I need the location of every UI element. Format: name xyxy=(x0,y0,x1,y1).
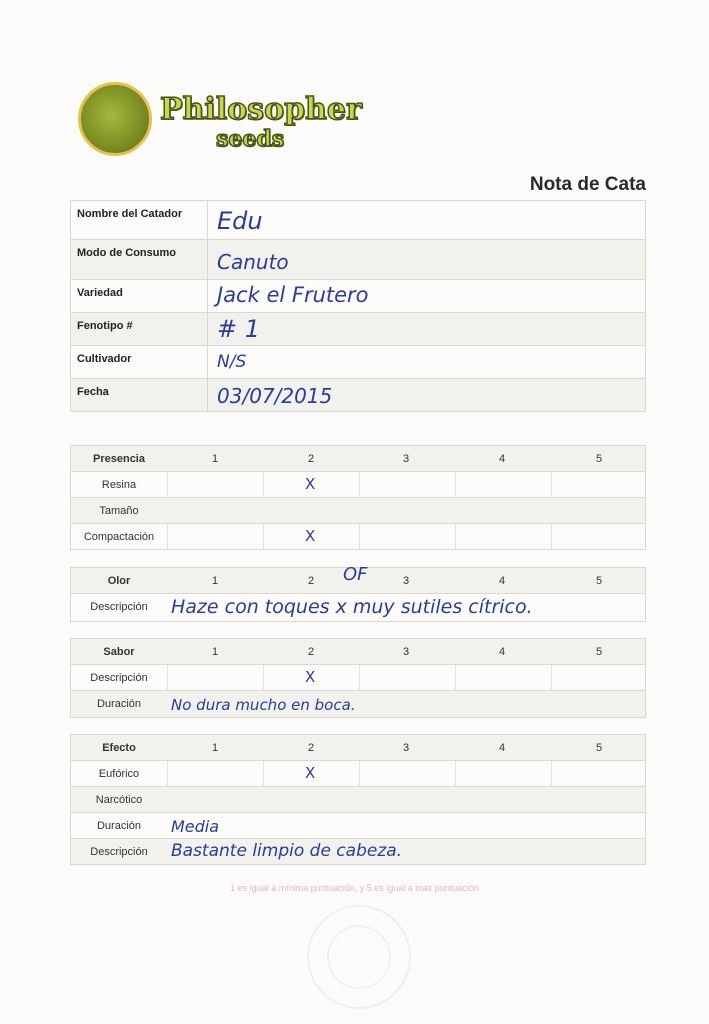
scale-label: 3 xyxy=(402,646,410,658)
score-mark: X xyxy=(305,668,316,686)
scale-label: 4 xyxy=(498,742,506,754)
logo-emblem-icon xyxy=(78,82,152,156)
info-row xyxy=(70,379,646,412)
score-row xyxy=(70,839,646,865)
row-label: Tamaño xyxy=(99,505,139,517)
logo-word-philosopher: Philosopher xyxy=(160,92,362,127)
row-label: Duración xyxy=(96,698,142,710)
handwritten-text: Haze con toques x muy sutiles cítrico. xyxy=(171,596,533,618)
section-header: Efecto xyxy=(102,742,136,754)
info-value: 03/07/2015 xyxy=(217,384,333,408)
score-mark: X xyxy=(305,764,316,782)
scale-label: 3 xyxy=(402,742,410,754)
scale-label: 4 xyxy=(498,453,506,465)
score-mark: X xyxy=(305,475,316,493)
scale-label: 4 xyxy=(498,646,506,658)
info-value: Jack el Frutero xyxy=(217,283,369,307)
row-label: Descripción xyxy=(90,846,148,858)
score-row xyxy=(70,498,646,524)
score-mark: X xyxy=(305,527,316,545)
scale-label: 5 xyxy=(595,742,603,754)
row-label: Resina xyxy=(101,479,137,491)
efecto-table xyxy=(70,734,646,865)
scale-label: 1 xyxy=(211,742,219,754)
row-label: Descripción xyxy=(90,601,148,613)
score-row xyxy=(70,665,646,691)
scale-label: 2 xyxy=(307,453,315,465)
info-label: Variedad xyxy=(77,287,123,299)
row-label: Duración xyxy=(96,820,142,832)
info-label: Nombre del Catador xyxy=(77,208,183,220)
score-header-row xyxy=(70,446,646,472)
scale-label: 5 xyxy=(595,575,603,587)
scale-label: 2 xyxy=(307,575,315,587)
scale-label: 1 xyxy=(211,646,219,658)
olor-table xyxy=(70,564,646,622)
row-label: Descripción xyxy=(90,672,148,684)
handwritten-text: Media xyxy=(171,817,220,836)
info-value: Canuto xyxy=(217,250,289,274)
scale-footnote: 1 es igual a mínima puntuación, y 5 es igual a max puntuación xyxy=(230,883,479,893)
presencia-table xyxy=(70,445,646,550)
score-row xyxy=(70,691,646,718)
document-title: Nota de Cata xyxy=(529,174,646,195)
row-label: Eufórico xyxy=(98,768,140,780)
score-header-row xyxy=(70,735,646,761)
info-value: Edu xyxy=(217,207,263,235)
scale-label: 5 xyxy=(595,453,603,465)
score-header-row xyxy=(70,564,646,594)
section-header: Olor xyxy=(107,575,131,587)
row-label: Narcótico xyxy=(95,794,143,806)
scale-label: 3 xyxy=(402,575,410,587)
section-header: Presencia xyxy=(93,453,145,465)
scale-label: 1 xyxy=(211,575,219,587)
info-row xyxy=(70,201,646,240)
section-header: Sabor xyxy=(103,646,135,658)
info-value: # 1 xyxy=(217,315,261,343)
info-row xyxy=(70,280,646,313)
info-label: Fenotipo # xyxy=(77,320,133,332)
info-label: Cultivador xyxy=(77,353,132,365)
info-row xyxy=(70,240,646,280)
score-row xyxy=(70,524,646,550)
info-label: Fecha xyxy=(77,386,109,398)
scale-label: 4 xyxy=(498,575,506,587)
handwritten-annotation: OF xyxy=(343,564,368,585)
info-row xyxy=(70,346,646,379)
sabor-table xyxy=(70,638,646,718)
score-row xyxy=(70,813,646,839)
scale-label: 5 xyxy=(595,646,603,658)
info-label: Modo de Consumo xyxy=(77,247,176,259)
scale-label: 1 xyxy=(211,453,219,465)
scale-label: 2 xyxy=(307,742,315,754)
score-row xyxy=(70,761,646,787)
logo-word-seeds: seeds xyxy=(216,126,285,152)
scale-label: 3 xyxy=(402,453,410,465)
handwritten-text: No dura mucho en boca. xyxy=(171,696,356,714)
score-row xyxy=(70,472,646,498)
score-header-row xyxy=(70,639,646,665)
score-row xyxy=(70,787,646,813)
info-table xyxy=(70,200,646,412)
handwritten-text: Bastante limpio de cabeza. xyxy=(171,841,403,861)
brand-logo xyxy=(78,82,368,162)
info-row xyxy=(70,313,646,346)
watermark-emblem-icon xyxy=(307,905,411,1009)
scale-label: 2 xyxy=(307,646,315,658)
row-label: Compactación xyxy=(83,531,155,543)
info-value: N/S xyxy=(217,352,247,372)
score-row xyxy=(70,594,646,622)
